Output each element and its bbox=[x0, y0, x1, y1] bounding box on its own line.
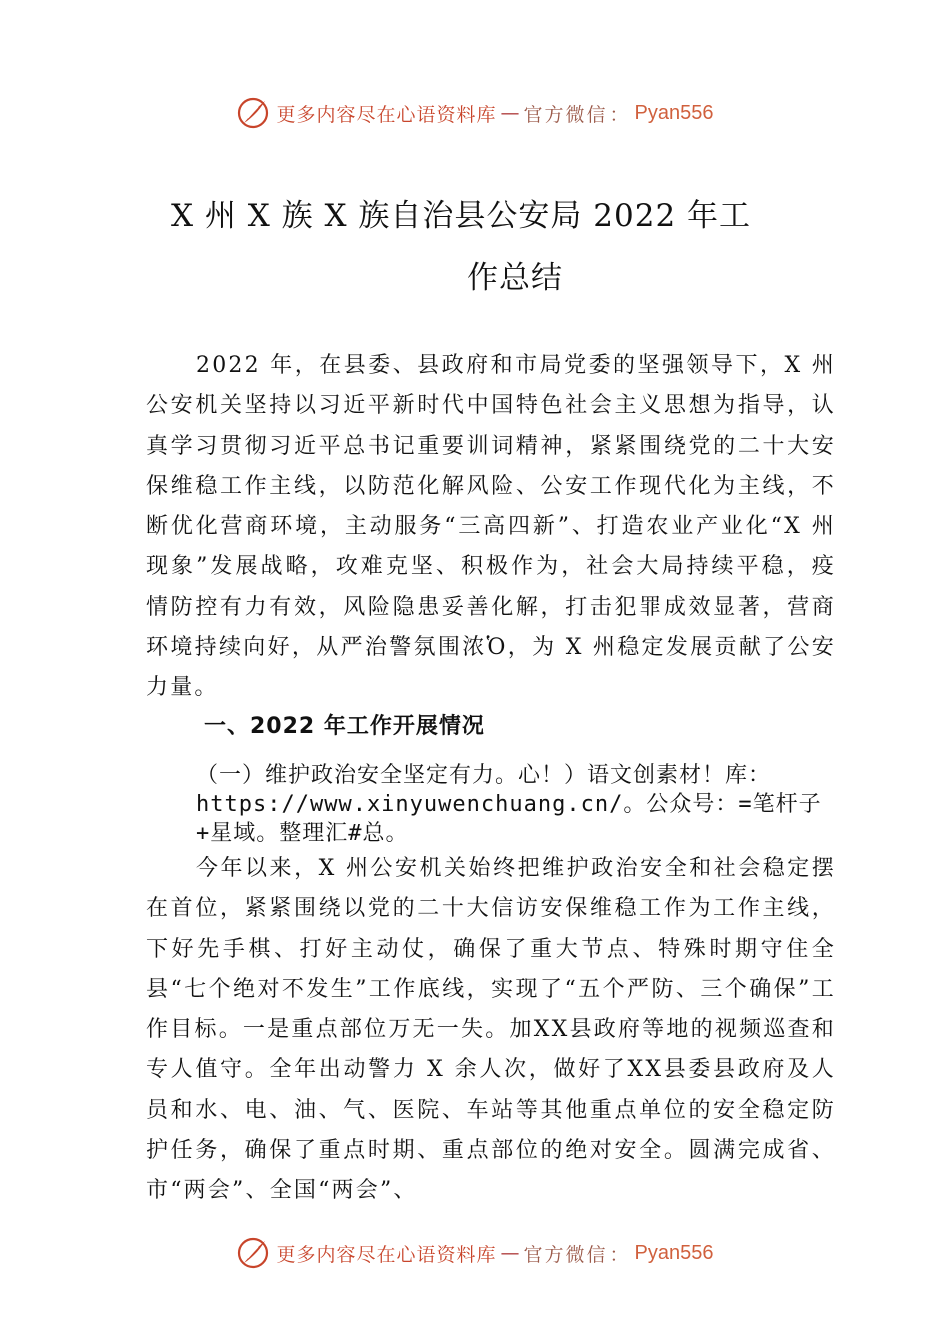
document-title-line-2: 作总结 bbox=[467, 260, 563, 296]
paragraph-intro: 2022 年，在县委、县政府和市局党委的坚强领导下，X 州公安机关坚持以习近平新时代中国特色社会主义思想为指导，认真学习贯彻习近平总书记重要训词精神，紧紧围绕党的二十大安保维稳工作主线，以防范化解风险、公安工作现代化为主线，不断优化营商环境，主动服务“三高四新”、打造农业产业化“X 州现象”发展战略，攻难克坚、积极作为，社会大局持续平稳，疫情防控有力有效，风险隐患妥善化解，打击犯罪成效显著，营商环境持续向好，从严治警氛围浓Ὁ，为 X 州稳定发展贡献了公安力量。 bbox=[146, 353, 836, 701]
banner-text: 更多内容尽在心语资料库 bbox=[276, 1243, 497, 1266]
banner-separator: — bbox=[500, 1242, 520, 1264]
banner-label: 官方微信 bbox=[523, 1243, 608, 1266]
header-banner bbox=[0, 93, 950, 133]
banner-label: 官方微信 bbox=[523, 103, 608, 126]
banner-wechat-id: Pyan556 bbox=[634, 1241, 714, 1264]
section-heading-1: 一、2022 年工作开展情况 bbox=[204, 714, 485, 739]
banner-colon: ： bbox=[609, 1243, 629, 1266]
paragraph-political-security: 今年以来，X 州公安机关始终把维护政治安全和社会稳定摆在首位，紧紧围绕以党的二十大信访安保维稳工作为工作主线，下好先手棋、打好主动仗，确保了重大节点、特殊时期守住全县“七个绝对不发生”工作底线，实现了“五个严防、三个确保”工作目标。一是重点部位万无一失。加XX县政府等地的视频巡查和专人值守。全年出动警力 X 余人次，做好了XX县委县政府及人员和水、电、油、气、医院、车站等其他重点单位的安全稳定防护任务，确保了重点时期、重点部位的绝对安全。圆满完成省、市“两会”、全国“两会”、 bbox=[146, 856, 836, 1204]
subsection-heading-1: （一）维护政治安全坚定有力。心！）语文创素材！库：https://www.xinyuwenchuang.cn/。公众号：=笔杆子+星域。整理汇#总。 bbox=[196, 763, 822, 846]
banner-colon: ： bbox=[609, 103, 629, 126]
document-title-line-1: X 州 X 族 X 族自治县公安局 2022 年工 bbox=[170, 198, 752, 234]
quill-circle-icon bbox=[236, 1236, 270, 1270]
banner-text: 更多内容尽在心语资料库 bbox=[276, 103, 497, 126]
footer-banner bbox=[0, 1233, 950, 1273]
banner-separator: — bbox=[500, 102, 520, 124]
banner-wechat-id: Pyan556 bbox=[634, 101, 714, 124]
quill-circle-icon bbox=[236, 96, 270, 130]
